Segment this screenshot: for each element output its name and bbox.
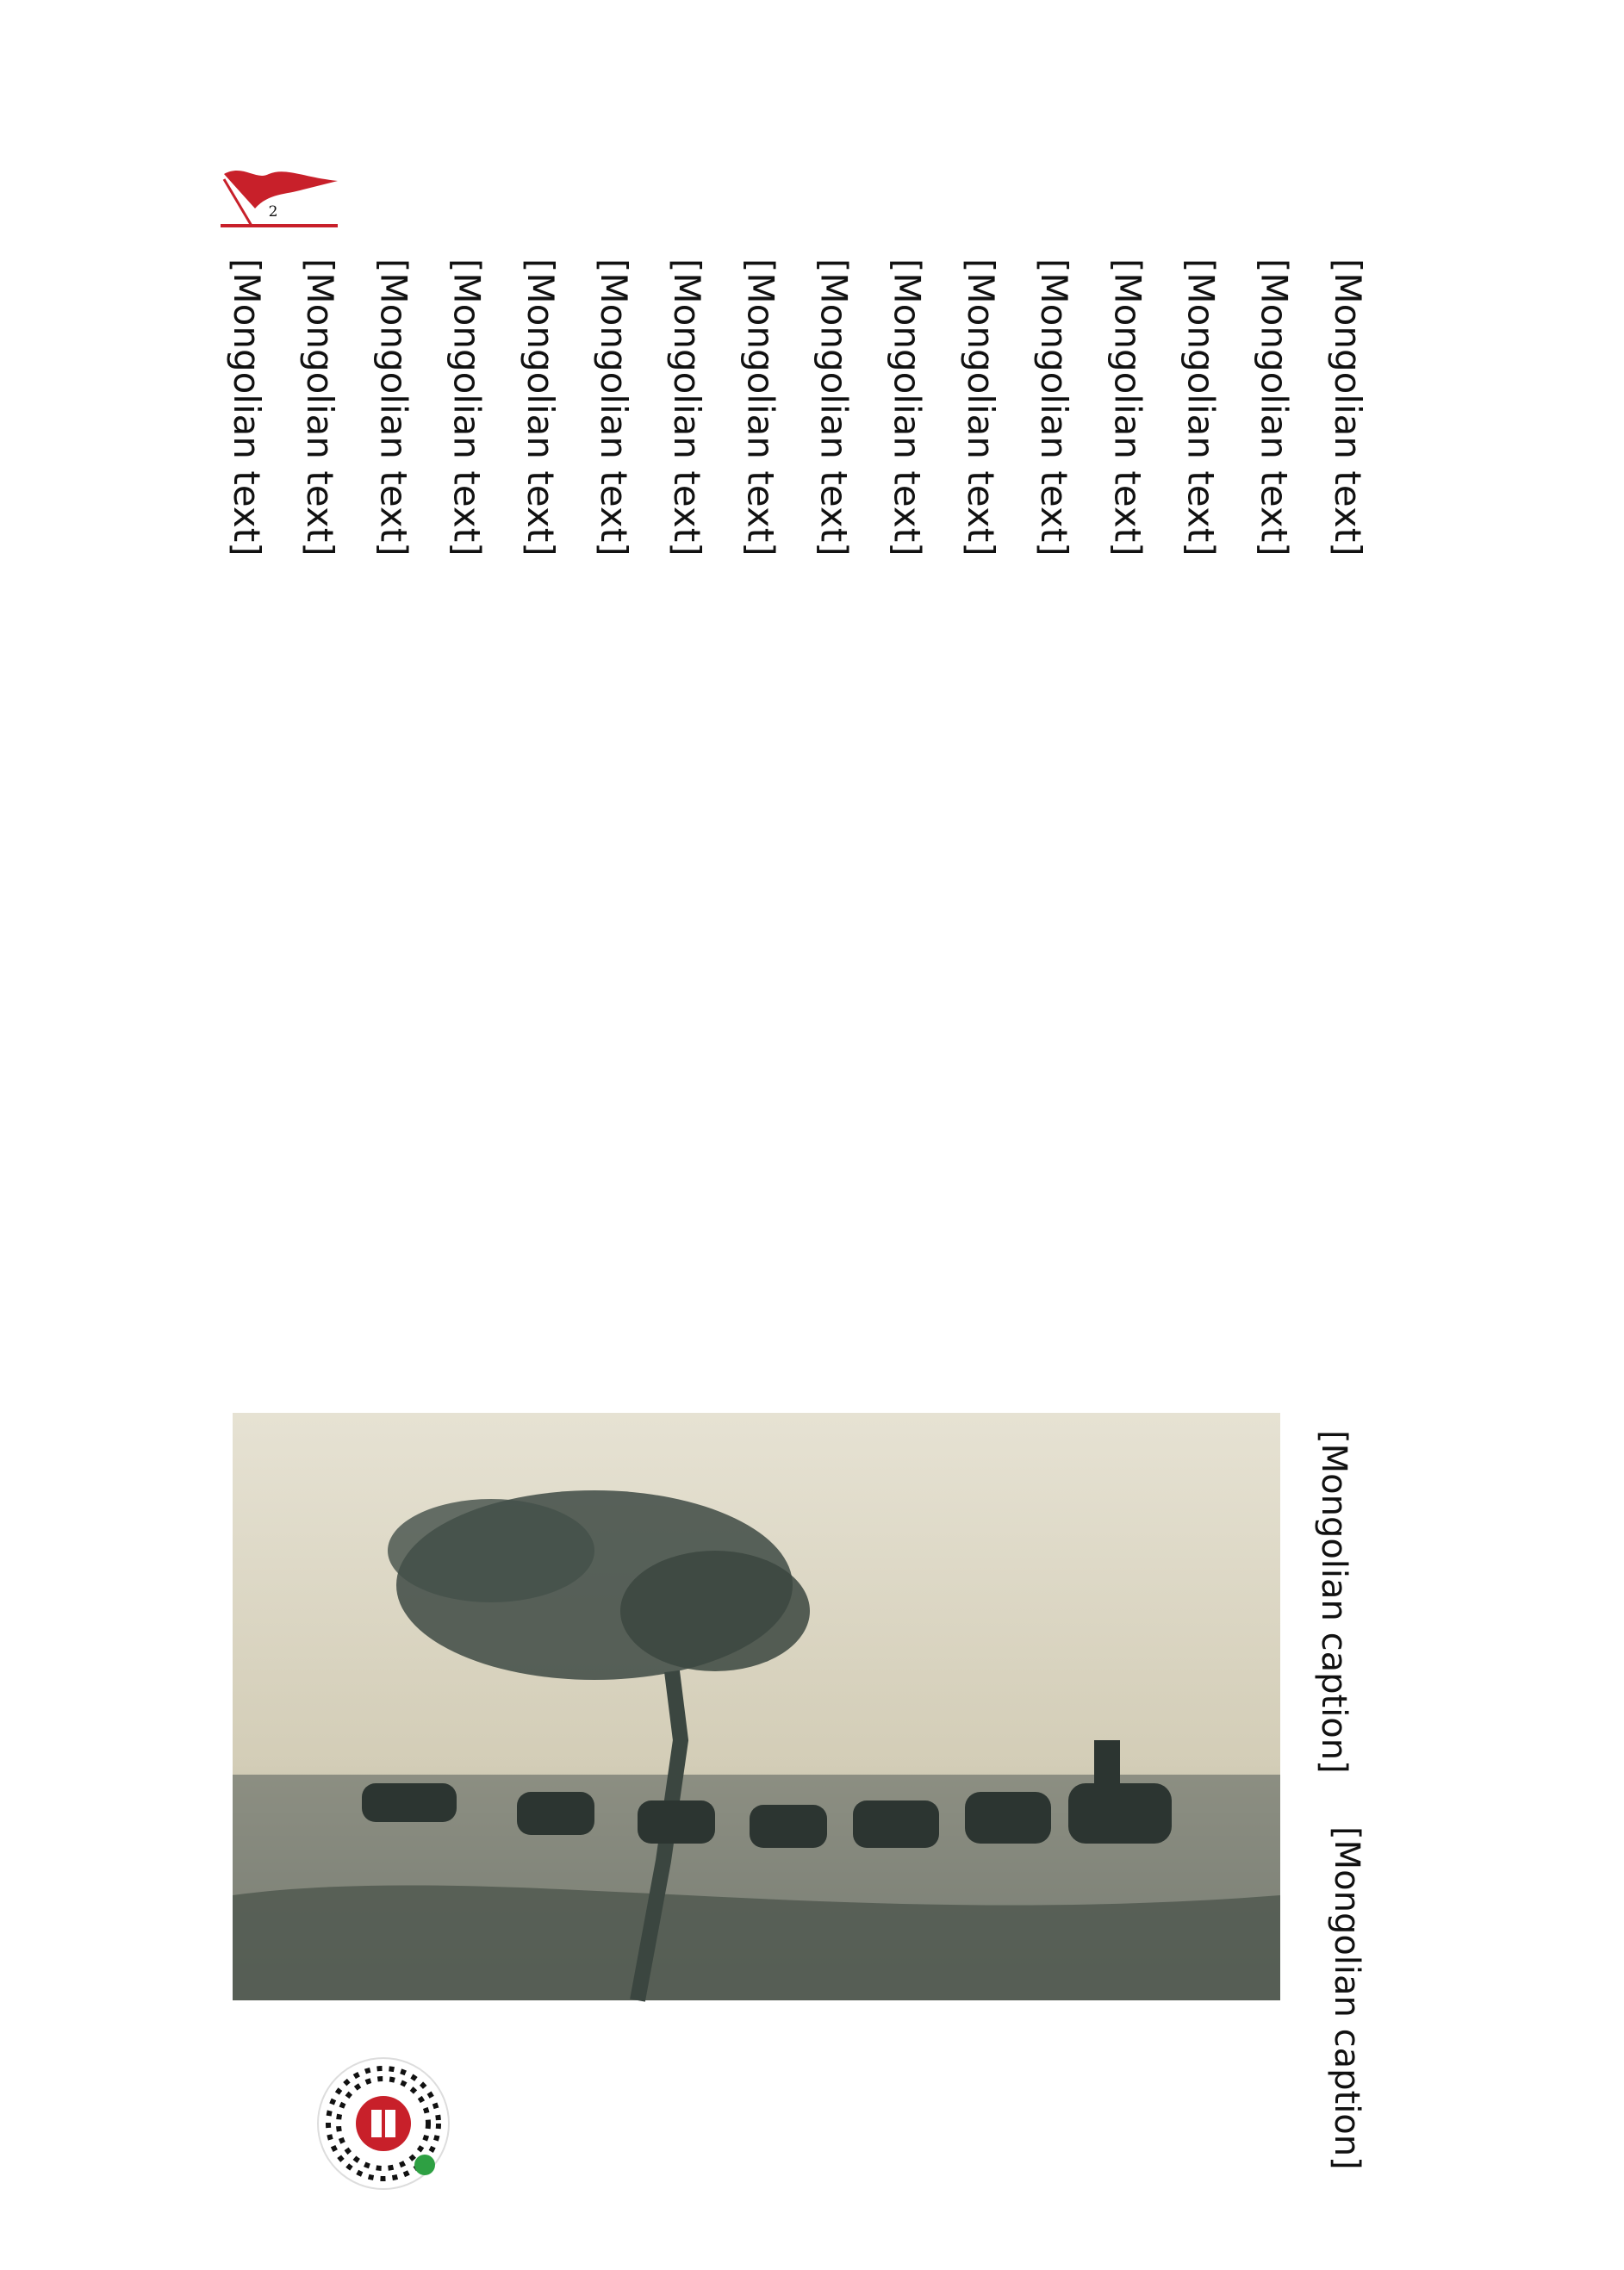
text-line: [Mongolian text] — [739, 258, 782, 557]
text-line: [Mongolian text] — [812, 258, 856, 557]
text-line: [Mongolian text] — [959, 258, 1002, 557]
text-line: [Mongolian text] — [226, 258, 268, 557]
text-line: [Mongolian text] — [1326, 258, 1369, 557]
text-line: [Mongolian text] — [1106, 258, 1149, 557]
text-line: [Mongolian text] — [299, 258, 342, 557]
text-line: [Mongolian text] — [1033, 258, 1076, 557]
text-line: [Mongolian text] — [666, 258, 709, 557]
text-line: [Mongolian text] — [519, 258, 562, 557]
text-line: [Mongolian text] — [1179, 258, 1223, 557]
text-line: [Mongolian text] — [1253, 258, 1296, 557]
text-line: [Mongolian text] — [592, 258, 635, 557]
text-line: [Mongolian text] — [372, 258, 415, 557]
qr-code-icon[interactable] — [314, 2055, 452, 2192]
body-text — [226, 258, 1369, 1370]
photo-cavalry-with-tree — [233, 1413, 1280, 2000]
text-line: [Mongolian text] — [886, 258, 929, 557]
red-flag-icon — [217, 155, 346, 241]
page-number: 2 — [268, 203, 278, 221]
photo-caption-secondary: [Mongolian caption] — [1327, 1826, 1366, 2170]
photo-caption: [Mongolian caption] — [1314, 1430, 1353, 1774]
text-line: [Mongolian text] — [445, 258, 488, 557]
